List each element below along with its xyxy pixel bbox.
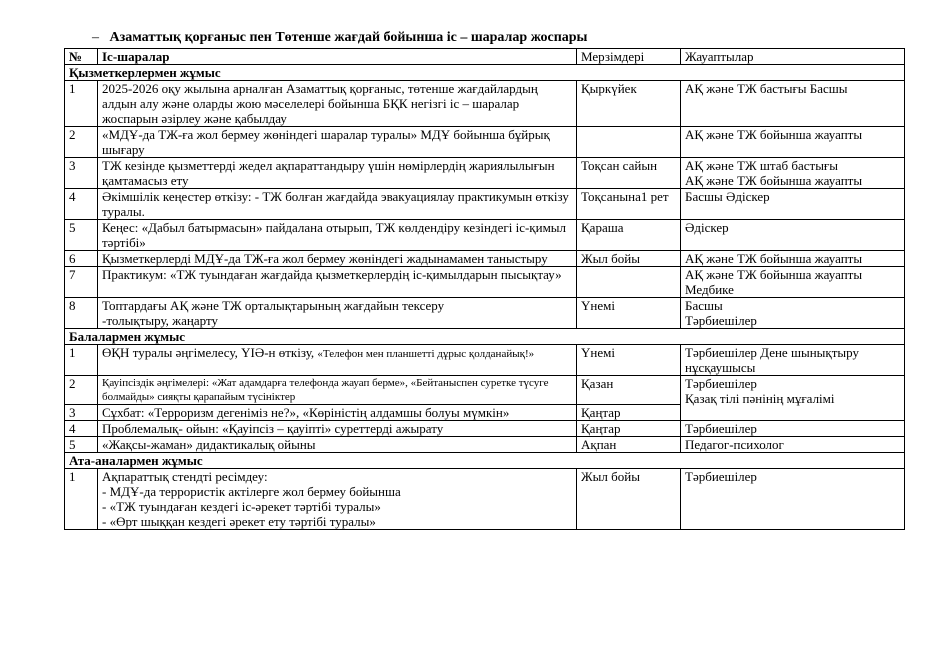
table-row [65, 127, 905, 158]
activity-line: - «ТЖ туындаған кездегі іс-әрекет тәртібі туралы» [102, 499, 381, 514]
section-row [65, 329, 905, 345]
row-responsible: АҚ және ТЖ бастығы Басшы [681, 81, 905, 127]
section-title-parents: Ата-аналармен жұмыс [65, 453, 905, 469]
row-time: Қыркүйек [577, 81, 681, 127]
header-num: № [65, 49, 98, 65]
table-row [65, 251, 905, 267]
row-num: 1 [65, 81, 98, 127]
responsible-line: Тәрбиешілер [685, 313, 757, 328]
row-responsible: Тәрбиешілер [681, 469, 905, 530]
activity-line: Топтардағы АҚ және ТЖ орталықтарының жағдайын тексеру [102, 298, 445, 313]
document-title [92, 30, 588, 46]
row-activity: «МДҰ-да ТЖ-ға жол бермеу жөніндегі шаралар туралы» МДҰ бойынша бұйрық шығару [98, 127, 577, 158]
activity-line: - МДҰ-да террористік актілерге жол бермеу бойынша [102, 484, 401, 499]
row-time: Үнемі [577, 298, 681, 329]
row-responsible: Тәрбиешілер [681, 421, 905, 437]
row-responsible [681, 376, 905, 421]
row-activity [98, 469, 577, 530]
responsible-line: Медбике [685, 282, 734, 297]
table-row [65, 469, 905, 530]
row-time: Қараша [577, 220, 681, 251]
row-activity [98, 345, 577, 376]
row-activity: ТЖ кезінде қызметтерді жедел ақпараттандыру үшін нөмірлердің жариялылығын қамтамасыз ету [98, 158, 577, 189]
table-row [65, 220, 905, 251]
activity-line: - «Өрт шыққан кездегі әрекет ету тәртібі туралы» [102, 514, 376, 529]
section-row [65, 453, 905, 469]
activity-text: ӨҚН туралы әңгімелесу, ҮІӘ-н өткізу, [102, 345, 318, 360]
row-activity: 2025-2026 оқу жылына арналған Азаматтық қорғаныс, төтенше жағдайлардың алдын алу және оларды жою мәселелері бойынша БҚК негізгі іс – шаралар жоспарын әзірлеу және қабылдау [98, 81, 577, 127]
table-row [65, 376, 905, 405]
row-responsible: Тәрбиешілер Дене шынықтыру нұсқаушысы [681, 345, 905, 376]
row-num: 4 [65, 189, 98, 220]
row-num: 2 [65, 376, 98, 405]
responsible-line: АҚ және ТЖ штаб бастығы [685, 158, 838, 173]
row-responsible: АҚ және ТЖ бойынша жауапты [681, 251, 905, 267]
row-num: 3 [65, 405, 98, 421]
row-activity: Кеңес: «Дабыл батырмасын» пайдалана отырып, ТЖ көлдендіру кезіндегі іс-қимыл тәртібі» [98, 220, 577, 251]
responsible-line: АҚ және ТЖ бойынша жауапты [685, 173, 863, 188]
responsible-line: Тәрбиешілер [685, 376, 757, 391]
row-responsible [681, 298, 905, 329]
row-time: Қазан [577, 376, 681, 405]
row-time: Үнемі [577, 345, 681, 376]
row-activity: Әкімшілік кеңестер өткізу: - ТЖ болған жағдайда эвакуациялау практикумын өткізу туралы. [98, 189, 577, 220]
responsible-line: Басшы [685, 298, 723, 313]
header-row [65, 49, 905, 65]
row-time: Қаңтар [577, 405, 681, 421]
row-num: 2 [65, 127, 98, 158]
row-responsible: Әдіскер [681, 220, 905, 251]
table-row [65, 298, 905, 329]
row-num: 1 [65, 469, 98, 530]
plan-table [64, 48, 905, 530]
row-responsible [681, 158, 905, 189]
row-num: 5 [65, 220, 98, 251]
responsible-line: АҚ және ТЖ бойынша жауапты [685, 267, 863, 282]
row-activity: Практикум: «ТЖ туындаған жағдайда қызметкерлердің іс-қимылдарын пысықтау» [98, 267, 577, 298]
row-time: Жыл бойы [577, 469, 681, 530]
activity-line: -толықтыру, жаңарту [102, 313, 218, 328]
row-responsible: АҚ және ТЖ бойынша жауапты [681, 127, 905, 158]
row-num: 3 [65, 158, 98, 189]
row-responsible [681, 267, 905, 298]
row-num: 1 [65, 345, 98, 376]
table-row [65, 158, 905, 189]
table-row [65, 81, 905, 127]
activity-line: Ақпараттық стендті ресімдеу: [102, 469, 268, 484]
row-responsible: Басшы Әдіскер [681, 189, 905, 220]
row-activity: Проблемалық- ойын: «Қауіпсіз – қауіпті» суреттерді ажырату [98, 421, 577, 437]
row-num: 7 [65, 267, 98, 298]
row-activity: Сұхбат: «Терроризм дегеніміз не?», «Көріністің алдамшы болуы мүмкін» [98, 405, 577, 421]
row-time [577, 127, 681, 158]
row-num: 5 [65, 437, 98, 453]
header-time: Мерзімдері [577, 49, 681, 65]
row-num: 6 [65, 251, 98, 267]
row-activity: Қауіпсіздік әңгімелері: «Жат адамдарға телефонда жауап берме», «Бейтаныспен суретке түсуге болмайды» сияқты қарапайым түсініктер [98, 376, 577, 405]
title-text: Азаматтық қорғаныс пен Төтенше жағдай бойынша іс – шаралар жоспары [109, 30, 588, 45]
responsible-line: Қазақ тілі пәнінің мұғалімі [685, 391, 835, 406]
header-responsible: Жауаптылар [681, 49, 905, 65]
row-activity [98, 298, 577, 329]
section-row [65, 65, 905, 81]
row-time: Тоқсанына1 рет [577, 189, 681, 220]
table-row [65, 267, 905, 298]
row-activity: Қызметкерлерді МДҰ-да ТЖ-ға жол бермеу жөніндегі жадынамамен таныстыру [98, 251, 577, 267]
row-time: Қаңтар [577, 421, 681, 437]
table-row [65, 421, 905, 437]
row-num: 8 [65, 298, 98, 329]
title-dash: – [92, 30, 99, 45]
row-responsible: Педагог-психолог [681, 437, 905, 453]
row-num: 4 [65, 421, 98, 437]
table-row [65, 189, 905, 220]
row-time: Тоқсан сайын [577, 158, 681, 189]
table-row [65, 437, 905, 453]
header-activity: Іс-шаралар [98, 49, 577, 65]
activity-text-small: «Телефон мен планшетті дұрыс қолданайық!» [317, 348, 535, 360]
row-time [577, 267, 681, 298]
table-row [65, 345, 905, 376]
row-time: Ақпан [577, 437, 681, 453]
row-time: Жыл бойы [577, 251, 681, 267]
row-activity: «Жақсы-жаман» дидактикалық ойыны [98, 437, 577, 453]
section-title-staff: Қызметкерлермен жұмыс [65, 65, 905, 81]
section-title-children: Балалармен жұмыс [65, 329, 905, 345]
